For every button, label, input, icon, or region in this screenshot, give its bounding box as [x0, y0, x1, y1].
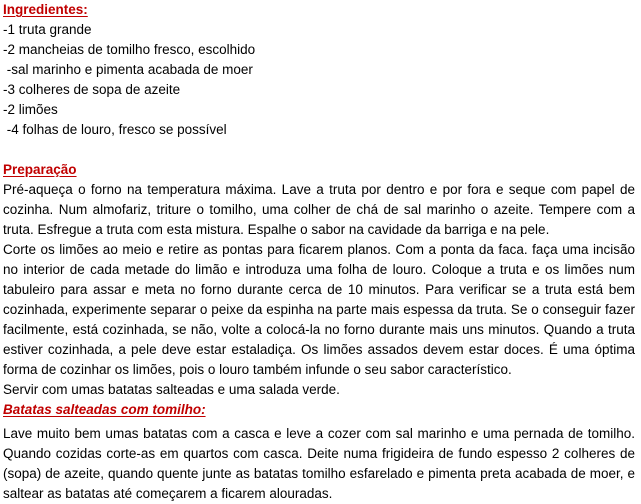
ingredient-item: -2 limões: [3, 102, 58, 117]
ingredient-item: -sal marinho e pimenta acabada de moer: [3, 62, 253, 77]
preparation-paragraph: Servir com umas batatas salteadas e uma salada verde.: [3, 382, 340, 397]
ingredient-item: -3 colheres de sopa de azeite: [3, 82, 181, 97]
preparation-paragraph: Pré-aqueça o forno na temperatura máxima. Lave a truta por dentro e por fora e seque com papel de cozinha. Num almofariz, triture o tomilho, uma colher de chá de sal marinho o azeite. Tempere com a truta. Esfregue a truta com esta mistura. Espalhe o sabor na cavidade da barriga e na pele.: [3, 182, 635, 237]
ingredients-heading: Ingredientes:: [3, 2, 88, 17]
ingredient-item: -2 mancheias de tomilho fresco, escolhido: [3, 42, 256, 57]
potatoes-heading: Batatas salteadas com tomilho:: [3, 402, 206, 417]
recipe-document: [3, 0, 635, 504]
spacer: [3, 140, 635, 160]
ingredient-item: -1 truta grande: [3, 22, 92, 37]
ingredient-item: -4 folhas de louro, fresco se possível: [3, 122, 227, 137]
preparation-heading: Preparação: [3, 162, 77, 177]
potatoes-paragraph: Lave muito bem umas batatas com a casca e leve a cozer com sal marinho e uma pernada de tomilho. Quando cozidas corte-as em quartos com casca. Deite numa frigideira de fundo espesso 2 colheres de (sopa) de azeite, quando quente junte as batatas tomilho esfarelado e pimenta preta acabada de moer, e saltear as batatas até começarem a ficarem alouradas.: [3, 426, 635, 501]
preparation-paragraph: Corte os limões ao meio e retire as pontas para ficarem planos. Com a ponta da faca. faça uma incisão no interior de cada metade do limão e introduza uma folha de louro. Coloque a truta e os limões num tabuleiro para assar e meta no forno durante cerca de 10 minutos. Para verificar se a truta está bem cozinhada, experimente separar o peixe da espinha na parte mais espessa da truta. Se o conseguir fazer facilmente, está cozinhada, se não, volte a colocá-la no forno durante mais uns minutos. Quando a truta estiver cozinhada, a pele deve estar estaladiça. Os limões assados devem estar doces. É uma óptima forma de cozinhar os limões, pois o louro também infunde o seu sabor característico.: [3, 242, 635, 377]
